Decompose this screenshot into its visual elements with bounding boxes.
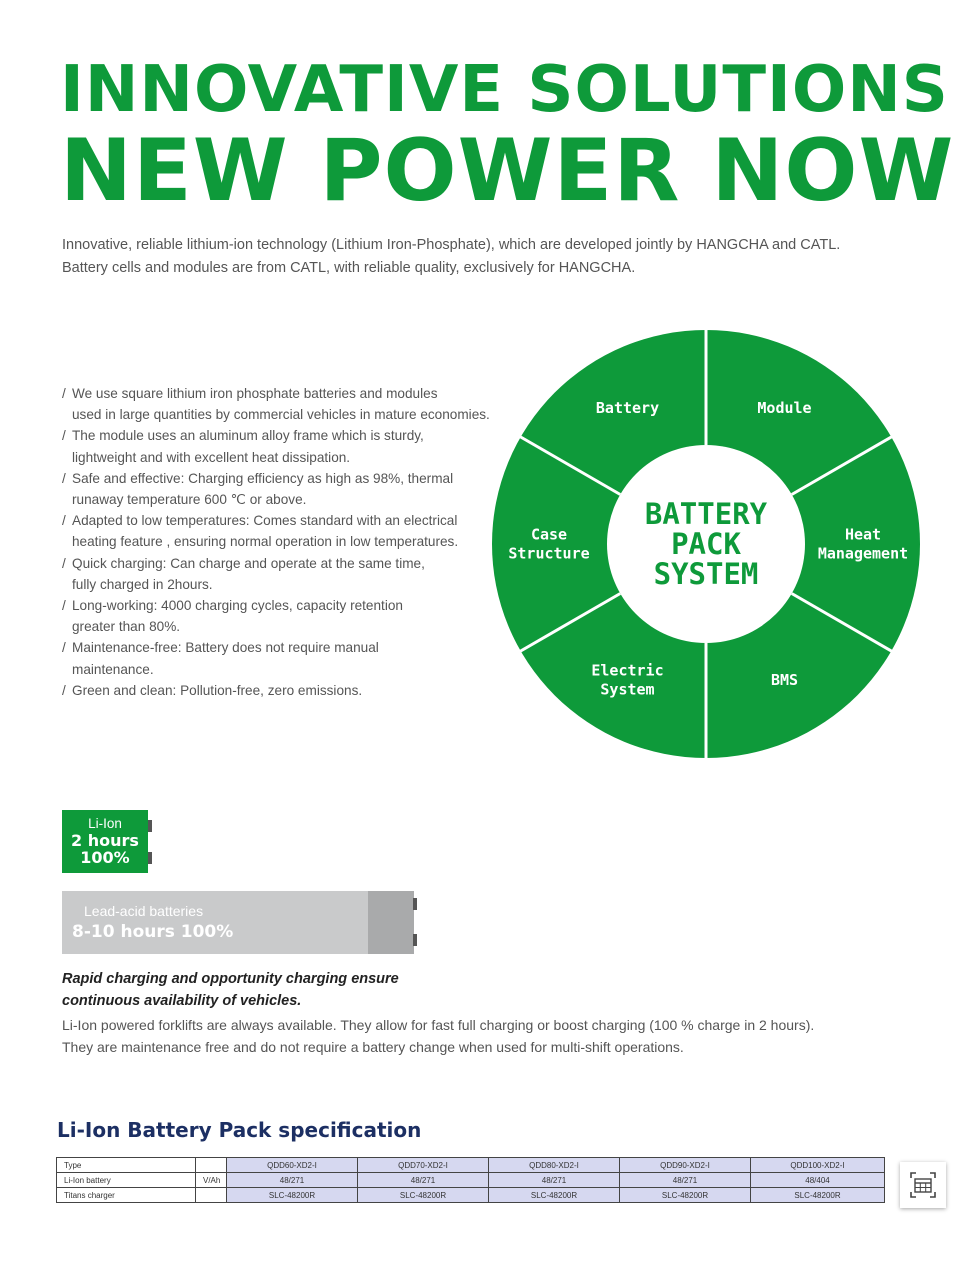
value-cell: SLC-48200R	[620, 1188, 751, 1203]
feature-item	[62, 425, 502, 467]
lead-acid-bar-end	[368, 891, 414, 954]
wheel-center-word: PACK	[671, 527, 741, 561]
wheel-center-word: SYSTEM	[653, 557, 759, 591]
feature-list	[62, 383, 502, 701]
value-cell: 48/271	[227, 1173, 358, 1188]
value-cell: SLC-48200R	[489, 1188, 620, 1203]
battery-terminal-icon	[413, 898, 417, 910]
intro-text	[62, 234, 902, 280]
feature-text: We use square lithium iron phosphate batteries and modules	[72, 386, 438, 401]
lead-acid-charge-bar	[62, 891, 414, 954]
li-ion-label: Li-Ion	[88, 816, 122, 831]
value-cell: SLC-48200R	[751, 1188, 885, 1203]
feature-text: runaway temperature 600 ℃ or above.	[72, 492, 307, 508]
description-line: Li-Ion powered forklifts are always available. They allow for fast full charging or boost charging (100 % charge in 2 hours).	[62, 1017, 815, 1033]
feature-item	[62, 637, 502, 679]
headline-line2: NEW POWER NOW	[60, 121, 955, 221]
feature-text: lightweight and with excellent heat dissipation.	[72, 449, 351, 465]
headline-line1: INNOVATIVE SOLUTIONS	[60, 53, 949, 127]
battery-pack-wheel	[490, 328, 922, 760]
feature-item	[62, 383, 502, 425]
intro-line-1: Innovative, reliable lithium-ion technology (Lithium Iron-Phosphate), which are developed jointly by HANGCHA and CATL.	[62, 237, 841, 253]
row-unit: V/Ah	[196, 1173, 227, 1188]
feature-item	[62, 680, 502, 701]
battery-terminal-icon	[413, 934, 417, 946]
value-cell: 48/404	[751, 1173, 885, 1188]
intro-line-2: Battery cells and modules are from CATL, with reliable quality, exclusively for HANGCHA.	[62, 260, 636, 276]
feature-text: fully charged in 2hours.	[72, 576, 213, 592]
feature-text: Maintenance-free: Battery does not require manual	[72, 640, 379, 656]
battery-terminal-icon	[148, 852, 152, 864]
feature-text: Safe and effective: Charging efficiency as high as 98%, thermal	[72, 470, 454, 486]
model-cell: QDD90-XD2-I	[620, 1158, 751, 1173]
value-cell: SLC-48200R	[227, 1188, 358, 1203]
description-line: They are maintenance free and do not require a battery change when used for multi-shift operations.	[62, 1038, 684, 1055]
feature-item	[62, 468, 502, 510]
feature-text: Quick charging: Can charge and operate at the same time,	[72, 555, 425, 571]
model-cell: QDD60-XD2-I	[227, 1158, 358, 1173]
li-ion-charge: 100%	[80, 848, 130, 867]
wheel-segment-label: Electric System	[591, 661, 664, 699]
table-row	[57, 1188, 885, 1203]
row-label: Titans charger	[57, 1188, 196, 1203]
spec-table	[56, 1157, 885, 1203]
li-ion-charge-bar	[62, 810, 148, 873]
feature-text: greater than 80%.	[72, 619, 181, 635]
row-unit	[196, 1188, 227, 1203]
feature-text: used in large quantities by commercial vehicles in mature economies.	[72, 407, 490, 423]
wheel-segment-label: Heat Management	[817, 525, 909, 563]
spec-title: Li-Ion Battery Pack specification	[57, 1118, 422, 1142]
value-cell: 48/271	[620, 1173, 751, 1188]
tagline-line: Rapid charging and opportunity charging ensure	[62, 971, 399, 987]
row-label: Li-Ion battery	[57, 1173, 196, 1188]
wheel-center-word: BATTERY	[644, 497, 768, 531]
value-cell: 48/271	[358, 1173, 489, 1188]
battery-terminal-icon	[148, 820, 152, 832]
tagline-line: continuous availability of vehicles.	[62, 993, 302, 1009]
row-unit	[196, 1158, 227, 1173]
feature-text: Long-working: 4000 charging cycles, capacity retention	[72, 598, 403, 614]
value-cell: SLC-48200R	[358, 1188, 489, 1203]
row-label: Type	[57, 1158, 196, 1173]
table-row	[57, 1158, 885, 1173]
model-cell: QDD100-XD2-I	[751, 1158, 885, 1173]
table-row	[57, 1173, 885, 1188]
table-grid-icon	[900, 1162, 946, 1208]
model-cell: QDD70-XD2-I	[358, 1158, 489, 1173]
feature-item	[62, 553, 502, 595]
li-ion-time: 2 hours	[71, 831, 139, 850]
lead-acid-label: Lead-acid batteries	[84, 903, 204, 919]
feature-item	[62, 510, 502, 552]
table-view-button[interactable]	[900, 1162, 946, 1208]
feature-item	[62, 595, 502, 637]
wheel-segment-label: Case Structure	[508, 525, 590, 563]
wheel-segment-label: BMS	[770, 670, 799, 689]
feature-text: heating feature , ensuring normal operation in low temperatures.	[72, 534, 459, 550]
feature-text: Green and clean: Pollution-free, zero emissions.	[72, 682, 363, 698]
charging-description	[62, 1015, 922, 1058]
lead-acid-value: 8-10 hours 100%	[72, 922, 234, 942]
value-cell: 48/271	[489, 1173, 620, 1188]
charging-tagline	[62, 968, 399, 1012]
feature-text: Adapted to low temperatures: Comes standard with an electrical	[72, 513, 458, 529]
feature-text: The module uses an aluminum alloy frame which is sturdy,	[72, 428, 424, 444]
wheel-segment-label: Battery	[595, 399, 660, 418]
wheel-segment-label: Module	[757, 399, 812, 418]
feature-text: maintenance.	[72, 661, 154, 677]
model-cell: QDD80-XD2-I	[489, 1158, 620, 1173]
